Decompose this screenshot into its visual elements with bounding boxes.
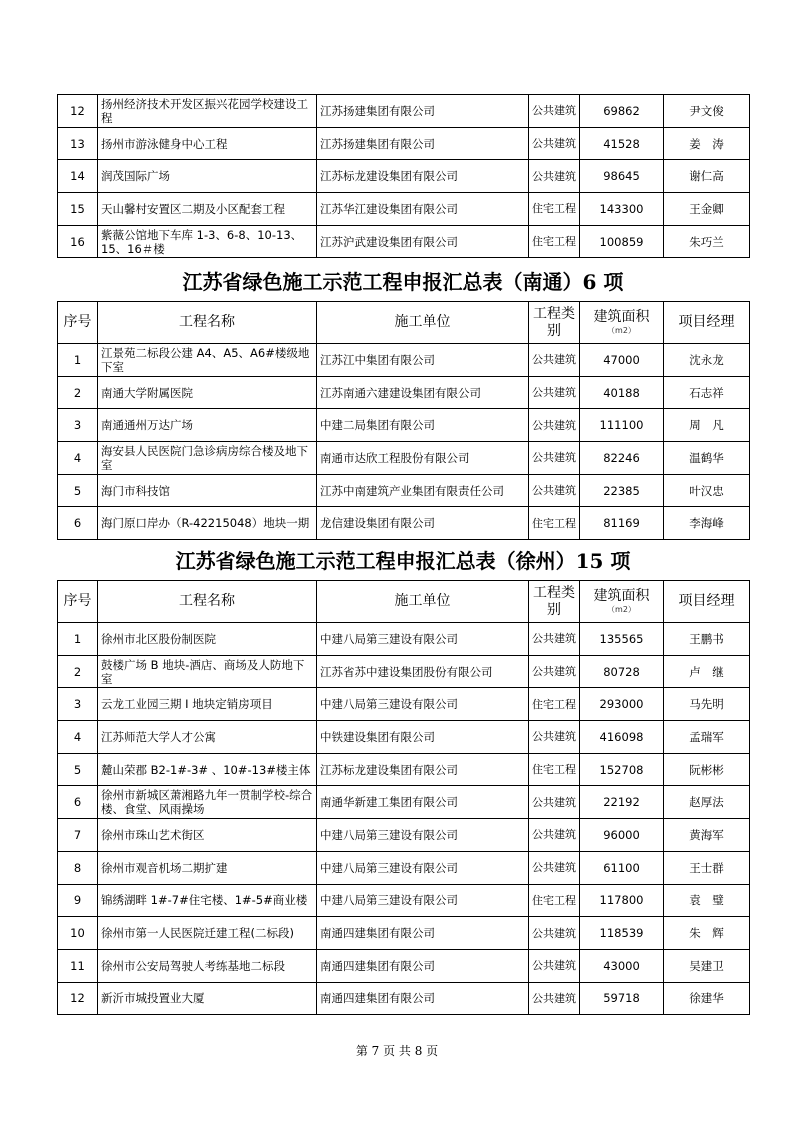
- header-no: 序号: [58, 581, 98, 623]
- row-construction-unit: 江苏扬建集团有限公司: [317, 127, 529, 160]
- row-project-type: 公共建筑: [529, 721, 580, 754]
- table-row: [58, 786, 750, 819]
- row-project-type: 住宅工程: [529, 193, 580, 226]
- row-project-name: 徐州市公安局驾驶人考练基地二标段: [98, 949, 317, 982]
- row-no: 2: [58, 376, 98, 409]
- row-project-type: 公共建筑: [529, 655, 580, 688]
- table-row: [58, 819, 750, 852]
- row-project-name: 海安县人民医院门急诊病房综合楼及地下室: [98, 442, 317, 475]
- table-row: [58, 753, 750, 786]
- row-project-name: 徐州市北区股份制医院: [98, 623, 317, 656]
- table-row: [58, 851, 750, 884]
- row-no: 1: [58, 623, 98, 656]
- row-no: 3: [58, 688, 98, 721]
- table-header-row: [58, 302, 750, 344]
- row-project-name: 徐州市珠山艺术街区: [98, 819, 317, 852]
- table-row: [58, 376, 750, 409]
- row-project-type: 公共建筑: [529, 376, 580, 409]
- row-project-manager: 周 凡: [664, 409, 750, 442]
- row-construction-unit: 江苏华江建设集团有限公司: [317, 193, 529, 226]
- row-building-area: 22192: [580, 786, 664, 819]
- header-type: 工程类别: [529, 581, 580, 623]
- row-project-type: 公共建筑: [529, 474, 580, 507]
- row-project-name: 徐州市观音机场二期扩建: [98, 851, 317, 884]
- row-project-name: 海门原口岸办（R-42215048）地块一期: [98, 507, 317, 540]
- row-construction-unit: 江苏省苏中建设集团股份有限公司: [317, 655, 529, 688]
- xuzhou-table: [57, 580, 750, 1015]
- row-project-type: 住宅工程: [529, 753, 580, 786]
- row-project-manager: 温鹤华: [664, 442, 750, 475]
- table-row: [58, 655, 750, 688]
- header-no: 序号: [58, 302, 98, 344]
- row-building-area: 100859: [580, 225, 664, 258]
- table-row: [58, 623, 750, 656]
- row-project-type: 公共建筑: [529, 409, 580, 442]
- row-project-name: 紫薇公馆地下车库 1-3、6-8、10-13、15、16＃楼: [98, 225, 317, 258]
- row-no: 4: [58, 721, 98, 754]
- row-project-manager: 卢 继: [664, 655, 750, 688]
- row-project-name: 徐州市第一人民医院迁建工程(二标段): [98, 917, 317, 950]
- row-project-manager: 朱 辉: [664, 917, 750, 950]
- row-project-name: 海门市科技馆: [98, 474, 317, 507]
- row-project-type: 公共建筑: [529, 344, 580, 377]
- header-area: [580, 581, 664, 623]
- table-row: [58, 409, 750, 442]
- row-project-type: 公共建筑: [529, 160, 580, 193]
- row-construction-unit: 南通市达欣工程股份有限公司: [317, 442, 529, 475]
- row-construction-unit: 龙信建设集团有限公司: [317, 507, 529, 540]
- header-area-unit: （m2）: [607, 326, 636, 335]
- row-project-manager: 谢仁高: [664, 160, 750, 193]
- row-no: 11: [58, 949, 98, 982]
- row-no: 12: [58, 95, 98, 128]
- row-construction-unit: 中建二局集团有限公司: [317, 409, 529, 442]
- header-unit: 施工单位: [317, 581, 529, 623]
- table-row: [58, 95, 750, 128]
- table-row: [58, 160, 750, 193]
- row-no: 5: [58, 753, 98, 786]
- table-row: [58, 721, 750, 754]
- table-row: [58, 949, 750, 982]
- table-row: [58, 225, 750, 258]
- table-row: [58, 344, 750, 377]
- row-project-name: 锦绣湖畔 1#-7#住宅楼、1#-5#商业楼: [98, 884, 317, 917]
- row-no: 10: [58, 917, 98, 950]
- row-building-area: 293000: [580, 688, 664, 721]
- row-project-type: 公共建筑: [529, 982, 580, 1015]
- row-project-name: 徐州市新城区萧湘路九年一贯制学校-综合楼、食堂、风雨操场: [98, 786, 317, 819]
- row-building-area: 41528: [580, 127, 664, 160]
- row-building-area: 40188: [580, 376, 664, 409]
- table-row: [58, 442, 750, 475]
- row-no: 7: [58, 819, 98, 852]
- row-project-manager: 马先明: [664, 688, 750, 721]
- header-type: 工程类别: [529, 302, 580, 344]
- header-unit: 施工单位: [317, 302, 529, 344]
- header-manager: 项目经理: [664, 302, 750, 344]
- row-project-type: 公共建筑: [529, 819, 580, 852]
- header-area-unit: （m2）: [607, 605, 636, 614]
- row-construction-unit: 中铁建设集团有限公司: [317, 721, 529, 754]
- row-construction-unit: 南通四建集团有限公司: [317, 917, 529, 950]
- row-construction-unit: 中建八局第三建设有限公司: [317, 851, 529, 884]
- header-area-label: 建筑面积: [593, 588, 650, 604]
- row-project-name: 云龙工业园三期 I 地块定销房项目: [98, 688, 317, 721]
- row-project-type: 公共建筑: [529, 917, 580, 950]
- row-project-name: 江苏师范大学人才公寓: [98, 721, 317, 754]
- row-project-manager: 吴建卫: [664, 949, 750, 982]
- row-construction-unit: 江苏江中集团有限公司: [317, 344, 529, 377]
- table-row: [58, 474, 750, 507]
- row-project-name: 润茂国际广场: [98, 160, 317, 193]
- row-construction-unit: 中建八局第三建设有限公司: [317, 884, 529, 917]
- row-project-manager: 黄海军: [664, 819, 750, 852]
- row-project-manager: 石志祥: [664, 376, 750, 409]
- table-row: [58, 917, 750, 950]
- row-project-name: 扬州市游泳健身中心工程: [98, 127, 317, 160]
- row-building-area: 416098: [580, 721, 664, 754]
- row-project-manager: 孟瑞军: [664, 721, 750, 754]
- header-name: 工程名称: [98, 302, 317, 344]
- row-project-manager: 姜 涛: [664, 127, 750, 160]
- row-project-type: 住宅工程: [529, 507, 580, 540]
- row-project-manager: 尹文俊: [664, 95, 750, 128]
- row-project-manager: 王士群: [664, 851, 750, 884]
- row-project-type: 公共建筑: [529, 851, 580, 884]
- row-building-area: 98645: [580, 160, 664, 193]
- xuzhou-table-title: 江苏省绿色施工示范工程申报汇总表（徐州）15 项: [175, 549, 631, 573]
- row-project-name: 天山馨村安置区二期及小区配套工程: [98, 193, 317, 226]
- row-no: 9: [58, 884, 98, 917]
- row-building-area: 22385: [580, 474, 664, 507]
- row-building-area: 47000: [580, 344, 664, 377]
- header-area-label: 建筑面积: [593, 309, 650, 325]
- row-no: 6: [58, 786, 98, 819]
- row-project-type: 公共建筑: [529, 786, 580, 819]
- yangzhou-table: [57, 94, 750, 258]
- row-construction-unit: 南通四建集团有限公司: [317, 949, 529, 982]
- nantong-table: [57, 301, 750, 540]
- row-project-type: 公共建筑: [529, 949, 580, 982]
- row-no: 15: [58, 193, 98, 226]
- row-no: 8: [58, 851, 98, 884]
- row-project-type: 公共建筑: [529, 442, 580, 475]
- row-construction-unit: 江苏南通六建建设集团有限公司: [317, 376, 529, 409]
- row-project-manager: 徐建华: [664, 982, 750, 1015]
- row-no: 13: [58, 127, 98, 160]
- row-no: 14: [58, 160, 98, 193]
- row-project-name: 江景苑二标段公建 A4、A5、A6#楼级地下室: [98, 344, 317, 377]
- table-row: [58, 193, 750, 226]
- row-building-area: 111100: [580, 409, 664, 442]
- row-project-type: 住宅工程: [529, 225, 580, 258]
- row-no: 6: [58, 507, 98, 540]
- row-building-area: 117800: [580, 884, 664, 917]
- row-building-area: 59718: [580, 982, 664, 1015]
- row-building-area: 143300: [580, 193, 664, 226]
- header-name: 工程名称: [98, 581, 317, 623]
- row-project-manager: 沈永龙: [664, 344, 750, 377]
- row-project-type: 公共建筑: [529, 95, 580, 128]
- row-project-type: 住宅工程: [529, 884, 580, 917]
- row-building-area: 96000: [580, 819, 664, 852]
- row-construction-unit: 江苏标龙建设集团有限公司: [317, 753, 529, 786]
- nantong-table-title: 江苏省绿色施工示范工程申报汇总表（南通）6 项: [182, 270, 624, 294]
- row-construction-unit: 中建八局第三建设有限公司: [317, 623, 529, 656]
- row-construction-unit: 江苏扬建集团有限公司: [317, 95, 529, 128]
- row-no: 16: [58, 225, 98, 258]
- row-project-manager: 朱巧兰: [664, 225, 750, 258]
- row-project-manager: 王鹏书: [664, 623, 750, 656]
- row-project-name: 南通大学附属医院: [98, 376, 317, 409]
- row-project-name: 麓山荣郡 B2-1#-3# 、10#-13#楼主体: [98, 753, 317, 786]
- table-row: [58, 507, 750, 540]
- row-building-area: 152708: [580, 753, 664, 786]
- row-no: 5: [58, 474, 98, 507]
- row-no: 4: [58, 442, 98, 475]
- row-project-manager: 叶汉忠: [664, 474, 750, 507]
- row-project-manager: 赵厚法: [664, 786, 750, 819]
- row-project-manager: 袁 璧: [664, 884, 750, 917]
- row-no: 12: [58, 982, 98, 1015]
- row-no: 2: [58, 655, 98, 688]
- row-building-area: 118539: [580, 917, 664, 950]
- row-building-area: 61100: [580, 851, 664, 884]
- table-row: [58, 884, 750, 917]
- row-project-type: 公共建筑: [529, 127, 580, 160]
- row-construction-unit: 南通华新建工集团有限公司: [317, 786, 529, 819]
- row-construction-unit: 江苏沪武建设集团有限公司: [317, 225, 529, 258]
- row-construction-unit: 江苏标龙建设集团有限公司: [317, 160, 529, 193]
- header-manager: 项目经理: [664, 581, 750, 623]
- row-building-area: 80728: [580, 655, 664, 688]
- row-construction-unit: 江苏中南建筑产业集团有限责任公司: [317, 474, 529, 507]
- row-no: 1: [58, 344, 98, 377]
- row-project-name: 新沂市城投置业大厦: [98, 982, 317, 1015]
- table-header-row: [58, 581, 750, 623]
- row-building-area: 69862: [580, 95, 664, 128]
- row-no: 3: [58, 409, 98, 442]
- row-construction-unit: 中建八局第三建设有限公司: [317, 688, 529, 721]
- row-project-name: 鼓楼广场 B 地块-酒店、商场及人防地下室: [98, 655, 317, 688]
- row-project-manager: 李海峰: [664, 507, 750, 540]
- page-footer: 第 7 页 共 8 页: [355, 1044, 439, 1058]
- row-project-manager: 王金卿: [664, 193, 750, 226]
- row-building-area: 135565: [580, 623, 664, 656]
- row-building-area: 81169: [580, 507, 664, 540]
- row-building-area: 82246: [580, 442, 664, 475]
- table-row: [58, 982, 750, 1015]
- row-project-manager: 阮彬彬: [664, 753, 750, 786]
- row-project-name: 扬州经济技术开发区振兴花园学校建设工程: [98, 95, 317, 128]
- header-area: [580, 302, 664, 344]
- row-project-type: 住宅工程: [529, 688, 580, 721]
- row-project-type: 公共建筑: [529, 623, 580, 656]
- table-row: [58, 688, 750, 721]
- row-construction-unit: 南通四建集团有限公司: [317, 982, 529, 1015]
- row-project-name: 南通通州万达广场: [98, 409, 317, 442]
- row-construction-unit: 中建八局第三建设有限公司: [317, 819, 529, 852]
- table-row: [58, 127, 750, 160]
- row-building-area: 43000: [580, 949, 664, 982]
